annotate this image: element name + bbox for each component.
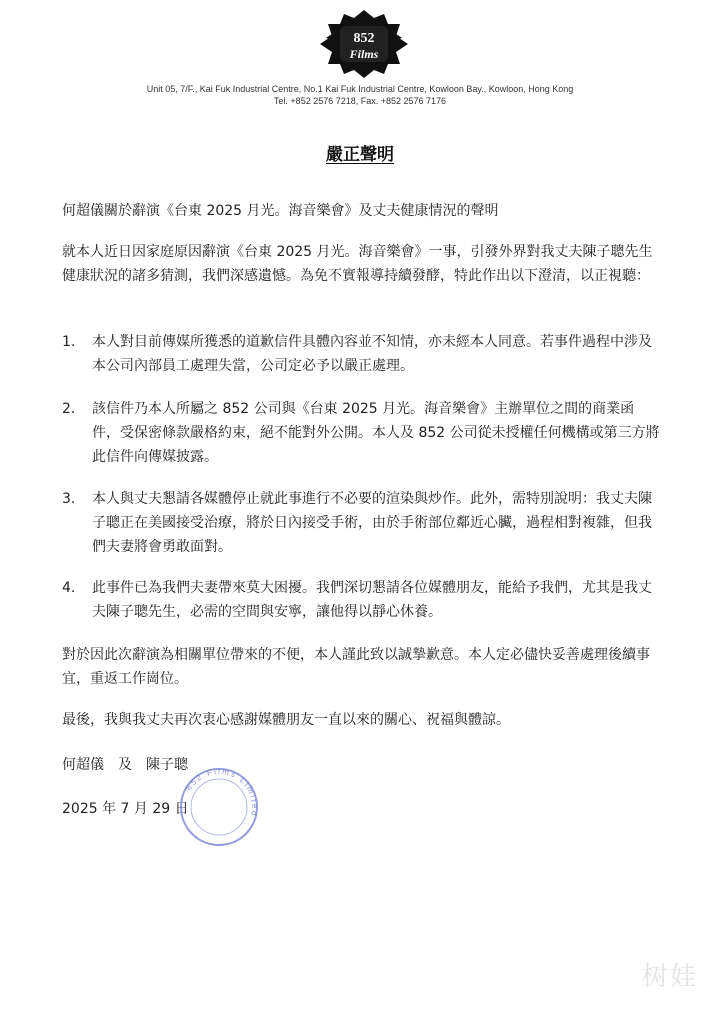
watermark: 树娃 [642, 962, 699, 992]
point-text: 此事件已為我們夫妻帶來莫大困擾。我們深切懇請各位媒體朋友，能給予我們，尤其是我丈夫陳子聰先生，必需的空間與安寧，讓他得以靜心休養。 [92, 580, 652, 620]
point-text: 該信件乃本人所屬之 852 公司與《台東 2025 月光。海音樂會》主辦單位之間的商業函件，受保密條款嚴格約束，絕不能對外公開。本人及 852 公司從未授權任何機構或第三方將此信件向傳媒披露。 [92, 401, 660, 465]
point-2 [62, 397, 662, 469]
point-number: 1. [62, 334, 76, 350]
point-text: 本人與丈夫懇請各媒體停止就此事進行不必要的渲染與炒作。此外，需特別說明：我丈夫陳子聰正在美國接受治療，將於日內接受手術，由於手術部位鄰近心臟，過程相對複雜，但我們夫妻將會勇敢面對。 [92, 491, 652, 555]
company-seal-stamp [178, 766, 260, 848]
point-text: 本人對目前傳媒所獲悉的道歉信件具體內容並不知情，亦未經本人同意。若事件過程中涉及本公司內部員工處理失當，公司定必予以嚴正處理。 [92, 334, 652, 374]
company-address: Unit 05, 7/F., Kai Fuk Industrial Centre, No.1 Kai Fuk Industrial Centre, Kowloon Bay., Kowloon, Hong Kong [146, 84, 574, 94]
point-number: 3. [62, 491, 76, 507]
intro-paragraph: 就本人近日因家庭原因辭演《台東 2025 月光。海音樂會》一事，引發外界對我丈夫陳子聰先生健康狀況的諸多猜測，我們深感遺憾。為免不實報導持續發酵，特此作出以下澄清，以正視聽： [62, 244, 653, 284]
statement-subject: 何超儀關於辭演《台東 2025 月光。海音樂會》及丈夫健康情況的聲明 [62, 203, 499, 219]
svg-text:852 Films Limited: 852 Films Limited [184, 766, 260, 819]
apology-paragraph: 對於因此次辭演為相關單位帶來的不便，本人謹此致以誠摯歉意。本人定必儘快妥善處理後續事宜，重返工作崗位。 [62, 647, 650, 687]
svg-text:852: 852 [353, 31, 375, 46]
point-number: 2. [62, 401, 76, 417]
point-4 [62, 576, 662, 624]
point-number: 4. [62, 580, 76, 596]
company-contact: Tel. +852 2576 7218, Fax. +852 2576 7176 [273, 96, 447, 106]
signatories: 何超儀 及 陳子聰 [62, 757, 188, 773]
point-1 [62, 330, 662, 378]
document-date: 2025 年 7 月 29 日 [62, 801, 189, 817]
closing-paragraph: 最後，我與我丈夫再次衷心感謝媒體朋友一直以來的關心、祝福與體諒。 [62, 712, 510, 728]
svg-text:Films: Films [349, 47, 379, 61]
document-title: 嚴正聲明 [326, 145, 394, 165]
point-3 [62, 487, 662, 559]
company-logo [318, 8, 410, 80]
